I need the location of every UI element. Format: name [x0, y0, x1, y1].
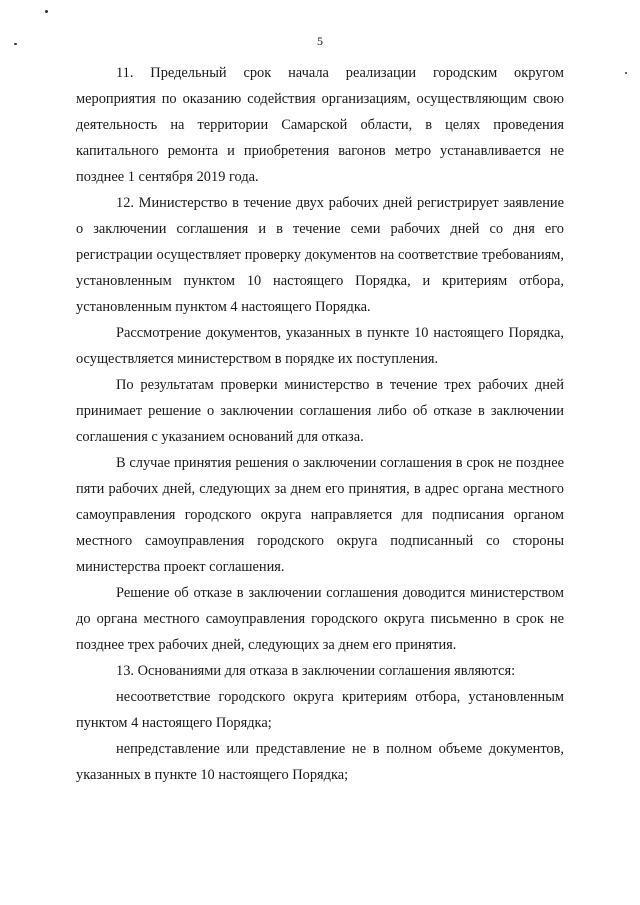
paragraph-approval: В случае принятия решения о заключении соглашения в срок не позднее пяти рабочих дней, следующих за днем его принятия, в адрес органа местного самоуправления городского округа направляется для подписания органом местного самоуправления городского округа подписанный со стороны министерства проект соглашения. — [76, 455, 564, 575]
paragraph-review: Рассмотрение документов, указанных в пункте 10 настоящего Порядка, осуществляется министерством в порядке их поступления. — [76, 325, 564, 367]
paragraph-decision: По результатам проверки министерство в течение трех рабочих дней принимает решение о заключении соглашения либо об отказе в заключении соглашения с указанием оснований для отказа. — [76, 377, 564, 445]
paragraph-13: 13. Основаниями для отказа в заключении соглашения являются: — [116, 663, 516, 679]
document-body — [76, 60, 564, 788]
list-item-criteria: несоответствие городского округа критериям отбора, установленным пунктом 4 настоящего Порядка; — [76, 689, 564, 731]
list-item-documents: непредставление или представление не в полном объеме документов, указанных в пункте 10 настоящего Порядка; — [76, 741, 564, 783]
scan-speck — [625, 72, 627, 74]
scan-speck — [45, 10, 48, 13]
paragraph-refusal: Решение об отказе в заключении соглашения доводится министерством до органа местного самоуправления городского округа письменно в срок не позднее трех рабочих дней, следующих за днем его принятия. — [76, 585, 564, 653]
paragraph-11: 11. Предельный срок начала реализации городским округом мероприятия по оказанию содействия организациям, осуществляющим свою деятельность на территории Самарской области, в целях проведения капитального ремонта и приобретения вагонов метро устанавливается не позднее 1 сентября 2019 года. — [76, 65, 564, 185]
page-number: 5 — [317, 34, 323, 48]
paragraph-12: 12. Министерство в течение двух рабочих дней регистрирует заявление о заключении соглашения и в течение семи рабочих дней со дня его регистрации осуществляет проверку документов на соответствие требованиям, установленным пунктом 10 настоящего Порядка, и критериям отбора, установленным пунктом 4 настоящего Порядка. — [76, 195, 564, 315]
